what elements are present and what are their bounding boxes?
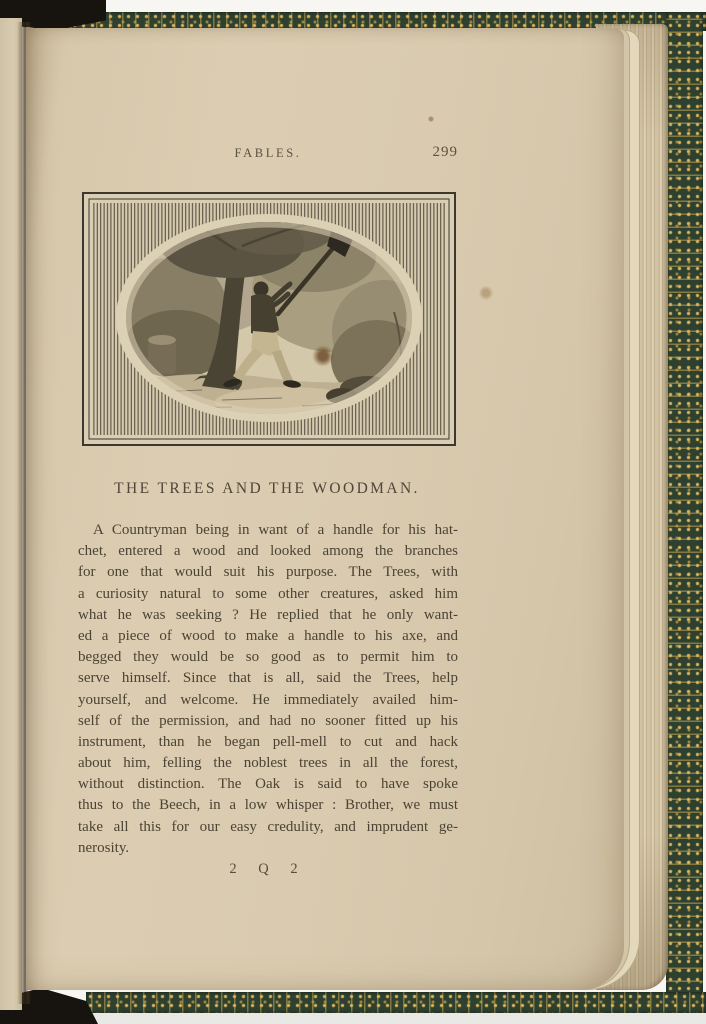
body-line: serve himself. Since that is all, said the Trees, help <box>78 670 458 687</box>
body-line: take all this for our easy credulity, and imprudent ge- <box>78 818 458 835</box>
body-line: A Countryman being in want of a handle for his hat- <box>93 522 458 538</box>
woodman-engraving <box>82 192 456 446</box>
stain <box>478 286 494 300</box>
body-line: about him, felling the noblest trees in all the forest, <box>78 755 458 772</box>
body-line: a curiosity natural to some other creatures, asked him <box>78 585 458 602</box>
signature-mark: 2 Q 2 <box>229 861 307 877</box>
body-line: chet, entered a wood and looked among the branches <box>78 543 458 560</box>
stain <box>428 116 434 122</box>
body-line: what he was seeking ? He replied that he only want- <box>78 606 458 623</box>
running-head-label: FABLES. <box>234 146 302 160</box>
cover-border-bottom <box>86 992 706 1013</box>
fable-body <box>78 520 458 859</box>
body-line: for one that would suit his purpose. The Trees, with <box>78 564 458 581</box>
running-head <box>78 146 458 166</box>
body-line: without distinction. The Oak is said to have spoke <box>78 776 458 793</box>
fable-illustration <box>82 192 456 446</box>
cover-border-right <box>666 12 703 1013</box>
fable-title: THE TREES AND THE WOODMAN. <box>114 480 420 497</box>
body-line: instrument, than he began pell-mell to cut and hack <box>78 733 458 750</box>
body-line: nerosity. <box>78 839 130 856</box>
page-number: 299 <box>432 144 458 160</box>
body-line: thus to the Beech, in a low whisper : Brother, we must <box>78 797 458 814</box>
book-page <box>26 28 624 990</box>
body-line: ed a piece of wood to make a handle to his axe, and <box>78 627 458 644</box>
body-line: begged they would be so good as to permit him to <box>78 649 458 666</box>
body-line: yourself, and welcome. He immediately availed him- <box>78 691 458 708</box>
body-line: self of the permission, and had no sooner fitted up his <box>78 712 458 729</box>
